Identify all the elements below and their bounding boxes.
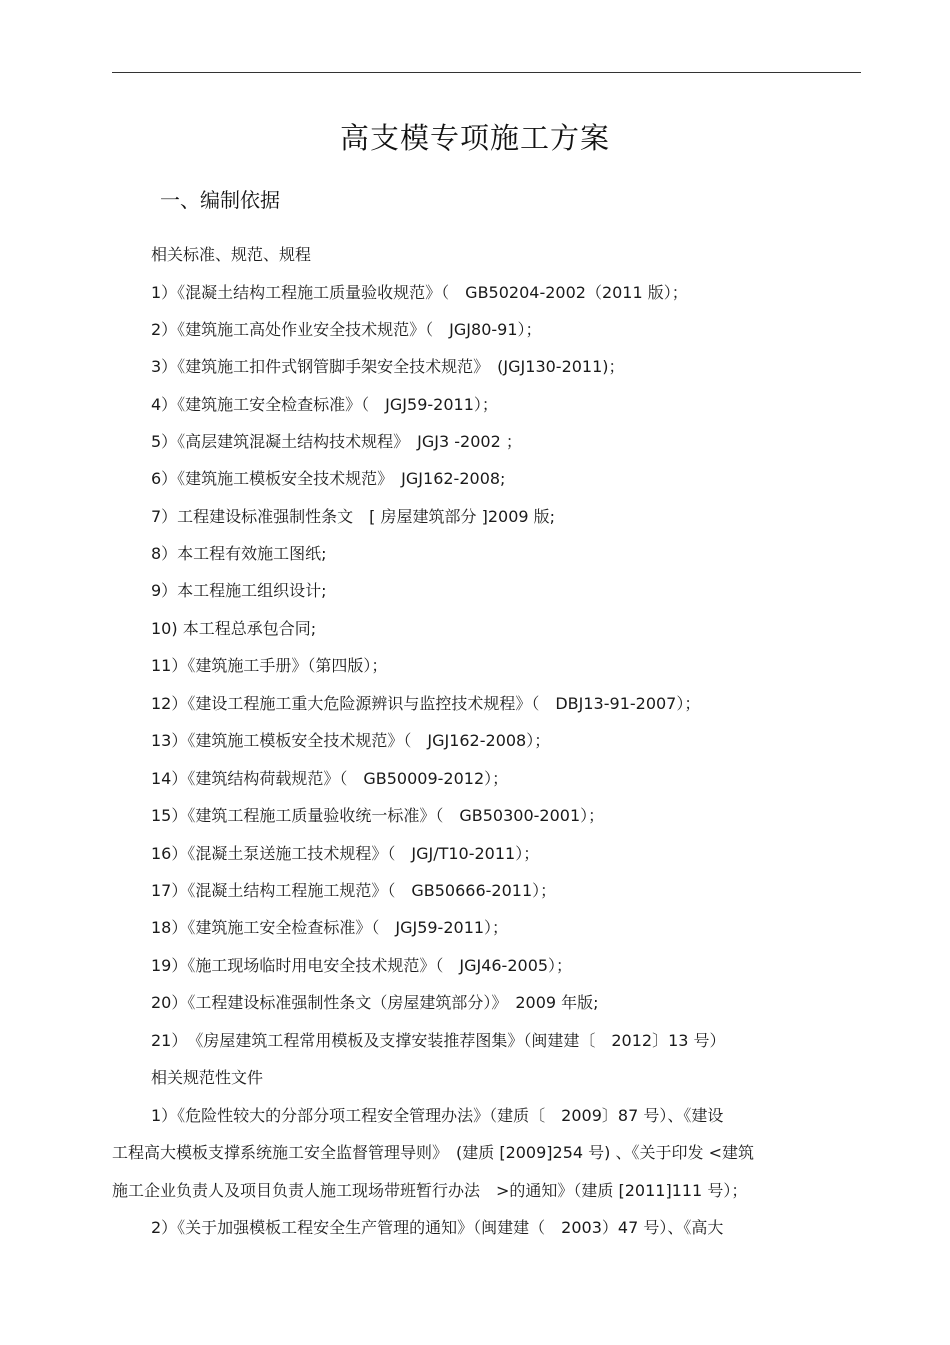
standard-item: 18）《建筑施工安全检查标准》（ JGJ59-2011）； bbox=[151, 918, 509, 937]
standard-item: 20）《工程建设标准强制性条文（房屋建筑部分）》 2009 年版; bbox=[151, 993, 599, 1012]
section-heading: 一、编制依据 bbox=[160, 188, 280, 212]
standard-item: 6）《建筑施工模板安全技术规范》 JGJ162-2008; bbox=[151, 469, 506, 488]
standard-item: 5）《高层建筑混凝土结构技术规程》 JGJ3 -2002 ； bbox=[151, 432, 522, 451]
standard-item: 2）《建筑施工高处作业安全技术规范》（ JGJ80-91）； bbox=[151, 320, 542, 339]
standard-item: 4）《建筑施工安全检查标准》（ JGJ59-2011）； bbox=[151, 395, 498, 414]
standard-item: 1）《混凝土结构工程施工质量验收规范》（ GB50204-2002（2011 版）； bbox=[151, 283, 688, 302]
standard-item: 9）本工程施工组织设计; bbox=[151, 581, 327, 600]
top-rule bbox=[112, 72, 861, 73]
document-title: 高支模专项施工方案 bbox=[339, 121, 610, 155]
standard-item: 3）《建筑施工扣件式钢管脚手架安全技术规范》 (JGJ130-2011)； bbox=[151, 357, 625, 376]
file-item: 2）《关于加强模板工程安全生产管理的通知》（闽建建（ 2003）47 号）、《高大 bbox=[151, 1218, 724, 1237]
file-item-continuation: 施工企业负责人及项目负责人施工现场带班暂行办法 >的通知》（建质 [2011]111 号）； bbox=[112, 1181, 748, 1200]
standard-item: 19）《施工现场临时用电安全技术规范》（ JGJ46-2005）； bbox=[151, 956, 573, 975]
standard-item: 13）《建筑施工模板安全技术规范》（ JGJ162-2008）； bbox=[151, 731, 551, 750]
standards-heading: 相关标准、规范、规程 bbox=[151, 245, 312, 264]
standard-item: 17）《混凝土结构工程施工规范》（ GB50666-2011）； bbox=[151, 881, 557, 900]
file-item: 1）《危险性较大的分部分项工程安全管理办法》（建质〔 2009〕87 号）、《建设 bbox=[151, 1106, 724, 1125]
files-heading: 相关规范性文件 bbox=[151, 1068, 264, 1087]
standard-item: 15）《建筑工程施工质量验收统一标准》（ GB50300-2001）； bbox=[151, 806, 605, 825]
standard-item: 11）《建筑施工手册》（第四版）； bbox=[151, 656, 388, 675]
standard-item: 10) 本工程总承包合同; bbox=[151, 619, 317, 638]
standard-item: 21） 《房屋建筑工程常用模板及支撑安装推荐图集》（闽建建〔 2012〕13 号） bbox=[151, 1031, 726, 1050]
file-item-continuation: 工程高大模板支撑系统施工安全监督管理导则》 (建质 [2009]254 号) 、《关于印发 <建筑 bbox=[112, 1143, 754, 1162]
standard-item: 8）本工程有效施工图纸; bbox=[151, 544, 327, 563]
standard-item: 7）工程建设标准强制性条文 [ 房屋建筑部分 ]2009 版; bbox=[151, 507, 556, 526]
standard-item: 14）《建筑结构荷载规范》（ GB50009-2012）； bbox=[151, 769, 509, 788]
standard-item: 12）《建设工程施工重大危险源辨识与监控技术规程》（ DBJ13-91-2007）； bbox=[151, 694, 701, 713]
standard-item: 16）《混凝土泵送施工技术规程》（ JGJ/T10-2011）； bbox=[151, 844, 540, 863]
